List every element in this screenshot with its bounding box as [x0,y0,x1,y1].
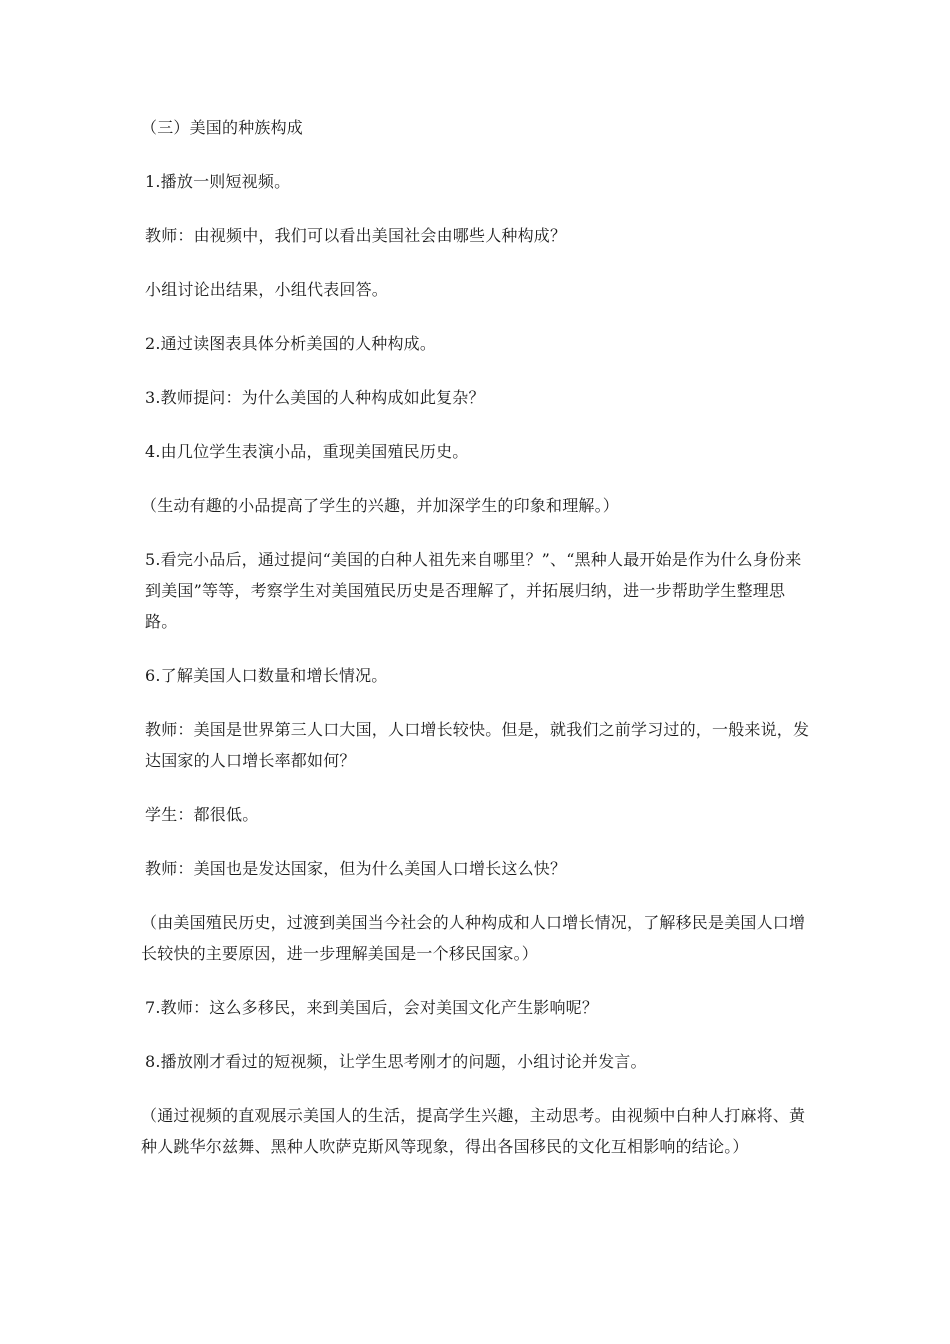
paragraph-teacher-question-3: 教师：美国也是发达国家，但为什么美国人口增长这么快？ [145,859,567,878]
paragraph-group-discussion: 小组讨论出结果，小组代表回答。 [145,280,389,299]
section-heading: （三）美国的种族构成 [141,118,304,137]
paragraph-teacher-question-2: 教师：美国是世界第三人口大国，人口增长较快。但是，就我们之前学习过的，一般来说，发达国家的人口增长率都如何？ [145,720,810,770]
paragraph-note-3: （通过视频的直观展示美国人的生活，提高学生兴趣，主动思考。由视频中白种人打麻将、黄种人跳华尔兹舞、黑种人吹萨克斯风等现象，得出各国移民的文化互相影响的结论。） [141,1106,806,1156]
paragraph-note-2: （由美国殖民历史，过渡到美国当今社会的人种构成和人口增长情况，了解移民是美国人口增长较快的主要原因，进一步理解美国是一个移民国家。） [141,913,806,963]
paragraph-step-6: 6.了解美国人口数量和增长情况。 [145,666,388,685]
paragraph-step-5: 5.看完小品后，通过提问“美国的白种人祖先来自哪里？”、“黑种人最开始是作为什么身份来到美国”等等，考察学生对美国殖民历史是否理解了，并拓展归纳，进一步帮助学生整理思路。 [145,550,802,631]
paragraph-step-7: 7.教师：这么多移民，来到美国后，会对美国文化产生影响呢？ [145,998,599,1017]
paragraph-student-answer: 学生：都很低。 [145,805,259,824]
paragraph-teacher-question-1: 教师：由视频中，我们可以看出美国社会由哪些人种构成？ [145,226,567,245]
paragraph-step-2: 2.通过读图表具体分析美国的人种构成。 [145,334,437,353]
paragraph-step-4: 4.由几位学生表演小品，重现美国殖民历史。 [145,442,469,461]
paragraph-note-1: （生动有趣的小品提高了学生的兴趣，并加深学生的印象和理解。） [141,496,620,515]
paragraph-step-8: 8.播放刚才看过的短视频，让学生思考刚才的问题，小组讨论并发言。 [145,1052,647,1071]
paragraph-step-1: 1.播放一则短视频。 [145,172,291,191]
paragraph-step-3: 3.教师提问：为什么美国的人种构成如此复杂？ [145,388,485,407]
